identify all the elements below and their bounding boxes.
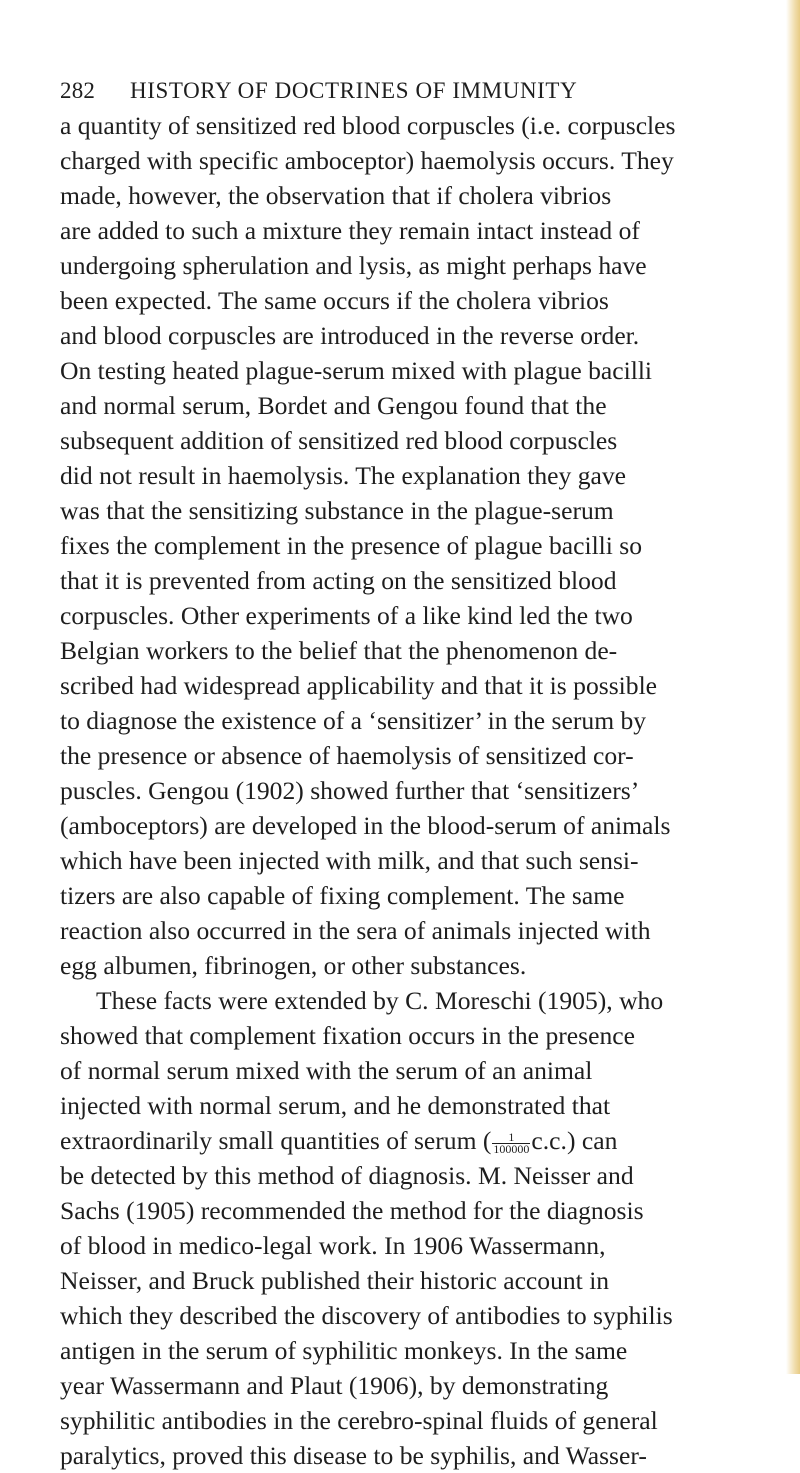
fraction	[492, 1129, 530, 1156]
text-line: egg albumen, fibrinogen, or other substances.	[60, 951, 527, 980]
text-line-with-fraction	[60, 1123, 800, 1158]
text-line: Belgian workers to the belief that the phenomenon de-	[60, 636, 618, 665]
text-line: undergoing spherulation and lysis, as might perhaps have	[60, 251, 647, 280]
text-line: of normal serum mixed with the serum of an animal	[60, 1056, 593, 1085]
text-line: scribed had widespread applicability and that it is possible	[60, 671, 658, 700]
page-edge-shadow	[786, 0, 800, 1374]
text-line: paralytics, proved this disease to be syphilis, and Wasser-	[60, 1441, 647, 1470]
text-line: syphilitic antibodies in the cerebro-spinal fluids of general	[60, 1406, 658, 1435]
text-line: tizers are also capable of fixing complement. The same	[60, 881, 625, 910]
text-line: Sachs (1905) recommended the method for the diagnosis	[60, 1196, 644, 1225]
text-line: showed that complement fixation occurs in the presence	[60, 1021, 635, 1050]
text-line: fixes the complement in the presence of plague bacilli so	[60, 531, 643, 560]
text-line: injected with normal serum, and he demonstrated that	[60, 1091, 611, 1120]
page-number: 282	[60, 78, 96, 103]
text-line: are added to such a mixture they remain intact instead of	[60, 216, 640, 245]
text-line: antigen in the serum of syphilitic monkeys. In the same	[60, 1336, 628, 1365]
text-line: which have been injected with milk, and that such sensi-	[60, 846, 639, 875]
text-line: On testing heated plague-serum mixed with plague bacilli	[60, 356, 653, 385]
text-line: that it is prevented from acting on the sensitized blood	[60, 566, 617, 595]
fraction-numerator: 1	[508, 1129, 515, 1144]
text-segment: c.c.) can	[531, 1126, 618, 1155]
text-line: be detected by this method of diagnosis. M. Neisser and	[60, 1161, 634, 1190]
text-line: which they described the discovery of antibodies to syphilis	[60, 1301, 673, 1330]
text-line: subsequent addition of sensitized red blood corpuscles	[60, 426, 618, 455]
text-line: reaction also occurred in the sera of animals injected with	[60, 916, 651, 945]
text-line: been expected. The same occurs if the cholera vibrios	[60, 286, 609, 315]
text-line: did not result in haemolysis. The explanation they gave	[60, 461, 627, 490]
text-segment: extraordinarily small quantities of serum (	[60, 1126, 492, 1155]
text-line: Neisser, and Bruck published their historic account in	[60, 1266, 610, 1295]
text-line: of blood in medico-legal work. In 1906 Wassermann,	[60, 1231, 606, 1260]
running-title: HISTORY OF DOCTRINES OF IMMUNITY	[130, 78, 578, 103]
text-line: year Wassermann and Plaut (1906), by demonstrating	[60, 1371, 609, 1400]
text-line: a quantity of sensitized red blood corpuscles (i.e. corpuscles	[60, 111, 676, 140]
text-line: puscles. Gengou (1902) showed further that ‘sensitizers’	[60, 776, 640, 805]
text-line: and normal serum, Bordet and Gengou found that the	[60, 391, 607, 420]
text-line: to diagnose the existence of a ‘sensitizer’ in the serum by	[60, 706, 647, 735]
text-line: charged with specific amboceptor) haemolysis occurs. They	[60, 146, 674, 175]
text-line: corpuscles. Other experiments of a like kind led the two	[60, 601, 633, 630]
text-line: was that the sensitizing substance in the plague-serum	[60, 496, 614, 525]
paragraph-start-line: These facts were extended by C. Moreschi (1905), who	[96, 986, 664, 1015]
body-text	[60, 108, 800, 1473]
fraction-denominator: 100000	[493, 1141, 530, 1156]
text-line: (amboceptors) are developed in the blood-serum of animals	[60, 811, 671, 840]
running-header	[60, 70, 680, 106]
text-line: and blood corpuscles are introduced in the reverse order.	[60, 321, 640, 350]
text-line: made, however, the observation that if cholera vibrios	[60, 181, 612, 210]
text-line: the presence or absence of haemolysis of sensitized cor-	[60, 741, 634, 770]
